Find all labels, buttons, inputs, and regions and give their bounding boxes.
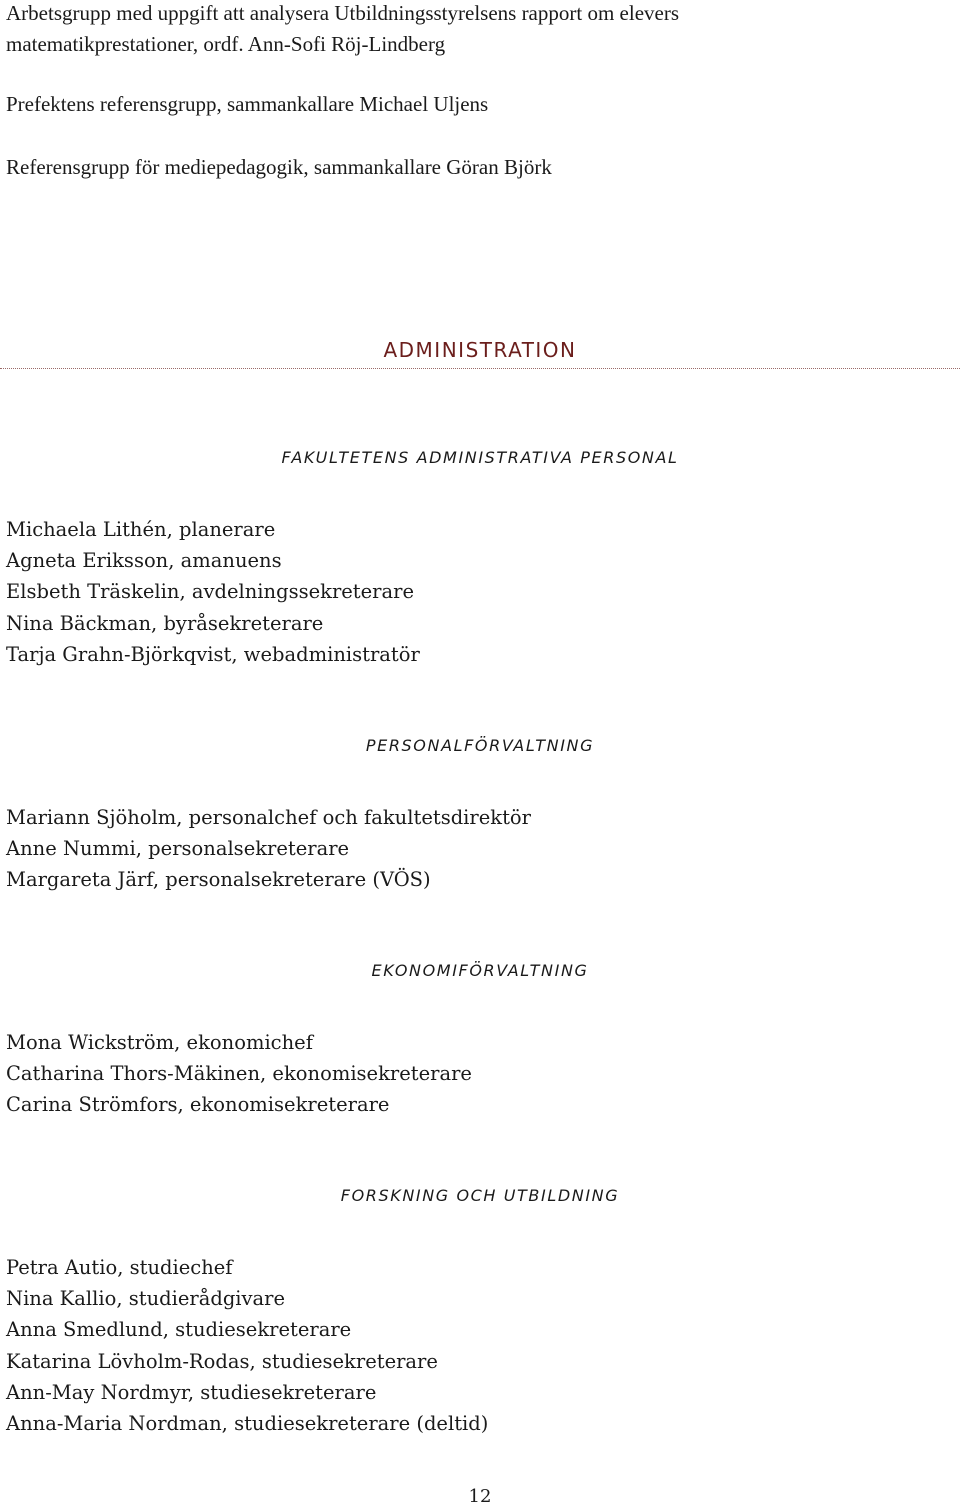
subsection-heading-personnel: PERSONALFÖRVALTNING <box>365 736 595 755</box>
intro-paragraph <box>6 0 679 60</box>
research-education-list <box>6 1252 488 1439</box>
list-item: Anna Smedlund, studiesekreterare <box>6 1318 352 1342</box>
finance-list <box>6 1027 472 1121</box>
list-item: Carina Strömfors, ekonomisekreterare <box>6 1093 390 1117</box>
reference-group-prefect: Prefektens referensgrupp, sammankallare Michael Uljens <box>6 92 489 116</box>
list-item: Michaela Lithén, planerare <box>6 518 276 541</box>
subsection-heading-finance: EKONOMIFÖRVALTNING <box>371 961 589 980</box>
list-item: Catharina Thors-Mäkinen, ekonomisekreterare <box>6 1062 472 1086</box>
list-item: Tarja Grahn-Björkqvist, webadministratör <box>6 642 420 666</box>
list-item: Mona Wickström, ekonomichef <box>6 1031 313 1054</box>
personnel-list <box>6 802 531 896</box>
section-divider <box>0 368 960 369</box>
list-item: Nina Bäckman, byråsekreterare <box>6 611 324 635</box>
intro-line-1: Arbetsgrupp med uppgift att analysera Utbildningsstyrelsens rapport om elevers <box>6 1 680 25</box>
section-title: ADMINISTRATION <box>383 338 577 362</box>
list-item: Nina Kallio, studierådgivare <box>6 1287 286 1311</box>
page-number: 12 <box>468 1486 492 1507</box>
reference-group-media: Referensgrupp för mediepedagogik, sammankallare Göran Björk <box>6 155 552 179</box>
list-item: Mariann Sjöholm, personalchef och fakultetsdirektör <box>6 806 531 829</box>
list-item: Ann-May Nordmyr, studiesekreterare <box>6 1380 377 1404</box>
list-item: Anna-Maria Nordman, studiesekreterare (deltid) <box>6 1412 489 1436</box>
list-item: Anne Nummi, personalsekreterare <box>6 837 350 861</box>
list-item: Katarina Lövholm-Rodas, studiesekreterare <box>6 1349 438 1373</box>
list-item: Petra Autio, studiechef <box>6 1256 233 1279</box>
list-item: Agneta Eriksson, amanuens <box>6 549 282 573</box>
list-item: Margareta Järf, personalsekreterare (VÖS) <box>6 868 431 892</box>
subsection-heading-faculty-staff: FAKULTETENS ADMINISTRATIVA PERSONAL <box>281 448 679 467</box>
list-item: Elsbeth Träskelin, avdelningssekreterare <box>6 580 414 604</box>
faculty-staff-list <box>6 514 420 670</box>
subsection-heading-research-education: FORSKNING OCH UTBILDNING <box>340 1186 620 1205</box>
intro-line-2: matematikprestationer, ordf. Ann-Sofi Röj-Lindberg <box>6 32 446 56</box>
